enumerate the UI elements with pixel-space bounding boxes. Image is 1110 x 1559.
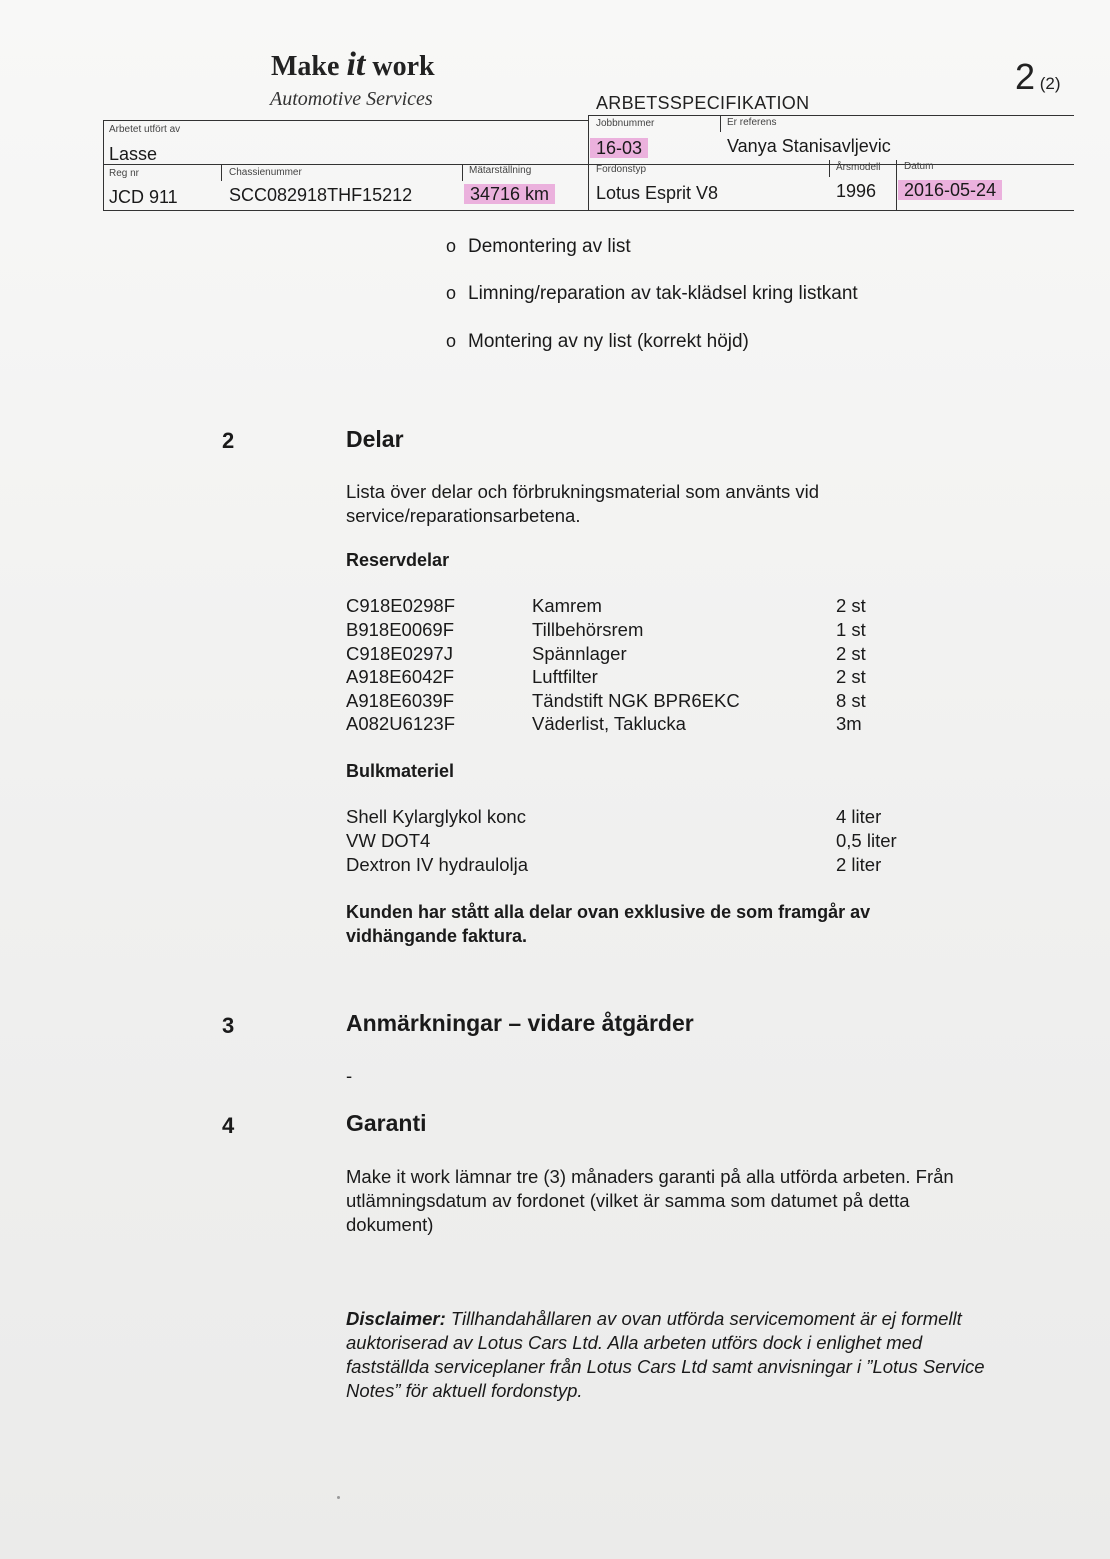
work-item-text: Montering av ny list (korrekt höjd) (468, 331, 749, 352)
job-number-value (596, 138, 648, 159)
spare-part-number: B918E0069F (346, 619, 455, 640)
logo-it: it (346, 46, 366, 83)
bulk-row (346, 854, 1046, 878)
reg-value: JCD 911 (109, 187, 178, 207)
work-item (446, 331, 749, 353)
form-vline-ref (720, 115, 721, 132)
form-vline-odometer (462, 164, 463, 181)
work-item-text: Limning/reparation av tak-klädsel kring listkant (468, 283, 858, 304)
bulk-name: VW DOT4 (346, 830, 431, 851)
spare-row (346, 643, 1046, 667)
parts-note-line: Kunden har stått alla delar ovan exklusive de som framgår av (346, 902, 871, 922)
section-2-intro (346, 480, 1066, 528)
odometer-value (470, 184, 555, 205)
bulk-row (346, 806, 1046, 830)
parts-note (346, 900, 1066, 948)
date-value (904, 180, 1002, 201)
form-line-top-left (103, 120, 588, 121)
logo-work: work (372, 51, 435, 82)
spare-part-number: C918E0297J (346, 643, 453, 664)
form-vline-date (896, 160, 897, 210)
section-3-title: Anmärkningar – vidare åtgärder (346, 1010, 694, 1036)
job-number-label: Jobbnummer (596, 118, 655, 129)
spare-row (346, 666, 1046, 690)
disclaimer-line (346, 1307, 1066, 1331)
bulk-qty: 0,5 liter (836, 830, 897, 851)
paper-speck (337, 1496, 340, 1499)
bulk-row (346, 830, 1046, 854)
bulk-qty: 4 liter (836, 806, 882, 827)
odometer-label: Mätarställning (469, 165, 532, 176)
bullet-marker: o (446, 331, 457, 351)
disclaimer-line: auktoriserad av Lotus Cars Ltd. Alla arbeten utförs dock i enlighet med (346, 1332, 923, 1353)
spare-qty: 2 st (836, 666, 866, 687)
spare-row (346, 690, 1046, 714)
logo-make: Make (271, 51, 340, 82)
date-text: 2016-05-24 (898, 180, 1002, 200)
spare-row (346, 713, 1046, 737)
page-number-current: 2 (1015, 56, 1036, 97)
spare-part-number: A918E6042F (346, 666, 455, 687)
spare-qty: 8 st (836, 690, 866, 711)
section-4-title: Garanti (346, 1110, 427, 1136)
disclaimer-line: fastställda serviceplaner från Lotus Cars Ltd samt anvisningar i ”Lotus Service (346, 1356, 985, 1377)
section-2-intro-line: Lista över delar och förbrukningsmaterial som använts vid (346, 481, 820, 502)
section-4-line: Make it work lämnar tre (3) månaders garanti på alla utförda arbeten. Från (346, 1166, 954, 1187)
chassis-value: SCC082918THF15212 (229, 185, 413, 205)
chassis-label: Chassienummer (229, 167, 302, 178)
spare-name: Luftfilter (532, 666, 598, 687)
spare-name: Tändstift NGK BPR6EKC (532, 690, 740, 711)
document-title: ARBETSSPECIFIKATION (596, 93, 810, 113)
spare-name: Tillbehörsrem (532, 619, 644, 640)
disclaimer-text: Tillhandahållaren av ovan utförda servicemoment är ej formellt (445, 1308, 962, 1329)
section-2-number: 2 (222, 428, 235, 453)
spare-name: Kamrem (532, 595, 602, 616)
disclaimer (346, 1307, 1066, 1403)
spare-name: Väderlist, Taklucka (532, 713, 686, 734)
bulk-heading: Bulkmateriel (346, 761, 455, 781)
bullet-marker: o (446, 283, 457, 303)
form-vline-left (103, 120, 104, 211)
disclaimer-label: Disclaimer: (346, 1308, 446, 1329)
page-number (1015, 56, 1061, 98)
section-2-title: Delar (346, 426, 404, 452)
page-number-total: (2) (1039, 74, 1061, 93)
form-vline-year (829, 160, 830, 177)
bulk-qty: 2 liter (836, 854, 882, 875)
vehicle-type-label: Fordonstyp (596, 164, 647, 175)
logo-subtitle: Automotive Services (270, 88, 433, 110)
section-2-intro-line: service/reparationsarbetena. (346, 505, 581, 526)
company-logo (271, 46, 435, 84)
vehicle-type-value: Lotus Esprit V8 (596, 183, 719, 203)
section-4-number: 4 (222, 1113, 235, 1138)
bulk-name: Shell Kylarglykol konc (346, 806, 526, 827)
bulk-name: Dextron IV hydraulolja (346, 854, 529, 875)
model-year-value: 1996 (836, 181, 877, 201)
spare-qty: 1 st (836, 619, 866, 640)
section-3-body: - (346, 1065, 353, 1086)
work-item-text: Demontering av list (468, 236, 631, 257)
section-4-line: dokument) (346, 1214, 434, 1235)
spare-qty: 2 st (836, 595, 866, 616)
performed-by-value: Lasse (109, 144, 158, 164)
work-item (446, 236, 631, 258)
performed-by-label: Arbetet utfört av (109, 124, 181, 135)
job-number-text: 16-03 (590, 138, 648, 158)
spare-qty: 2 st (836, 643, 866, 664)
your-ref-label: Er referens (727, 117, 777, 128)
spare-row (346, 619, 1046, 643)
section-4-body (346, 1165, 1066, 1237)
spare-name: Spännlager (532, 643, 627, 664)
spare-qty: 3m (836, 713, 862, 734)
parts-note-line: vidhängande faktura. (346, 926, 528, 946)
section-3-number: 3 (222, 1013, 235, 1038)
form-vline-mid (588, 115, 589, 210)
form-line-bottom (103, 210, 1074, 211)
bullet-marker: o (446, 236, 457, 256)
work-item (446, 283, 858, 305)
model-year-label: Årsmodell (836, 162, 881, 173)
spare-part-number: C918E0298F (346, 595, 456, 616)
form-vline-chassis (221, 164, 222, 181)
disclaimer-line: Notes” för aktuell fordonstyp. (346, 1380, 583, 1401)
your-ref-value: Vanya Stanisavljevic (727, 136, 891, 156)
spare-part-number: A918E6039F (346, 690, 455, 711)
form-line-top-right (588, 115, 1074, 116)
date-label: Datum (904, 161, 934, 172)
section-4-line: utlämningsdatum av fordonet (vilket är samma som datumet på detta (346, 1190, 910, 1211)
spare-part-number: A082U6123F (346, 713, 456, 734)
reg-label: Reg nr (109, 168, 140, 179)
spare-row (346, 595, 1046, 619)
spares-heading: Reservdelar (346, 550, 450, 570)
odometer-text: 34716 km (464, 184, 555, 204)
